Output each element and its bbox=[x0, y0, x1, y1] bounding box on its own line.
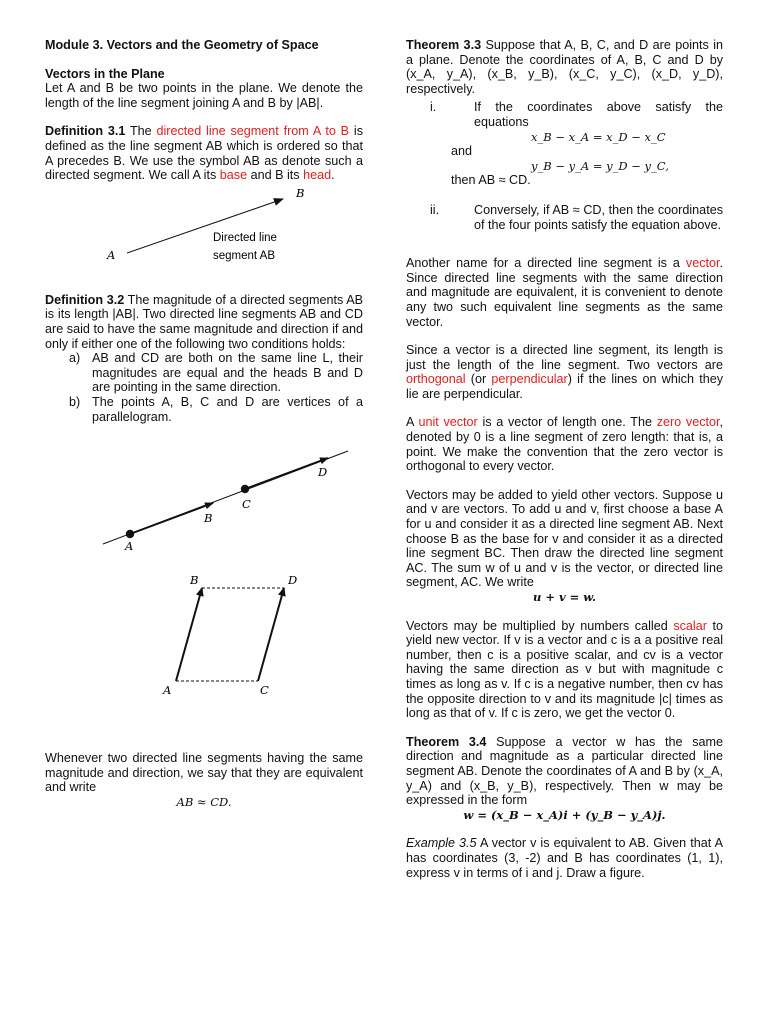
theorem-3-4 bbox=[406, 735, 723, 808]
orthogonal-paragraph bbox=[406, 343, 723, 401]
orthogonal-or: (or bbox=[470, 372, 487, 387]
term-head: head bbox=[303, 168, 332, 183]
definition-3-2-text: The magnitude of a directed segments AB is its length |AB|. Two directed line segments AB and CD are said to have the same magnitude and direction if and only if either one of the following two conditions holds: bbox=[45, 292, 363, 351]
fig1-caption-1: Directed line bbox=[213, 231, 277, 244]
term-orthogonal: orthogonal bbox=[406, 372, 466, 387]
fig2-label-b: B bbox=[204, 511, 213, 526]
theorem-3-3-label: Theorem 3.3 bbox=[406, 38, 482, 52]
term-unit-vector: unit vector bbox=[418, 415, 478, 430]
fig2-label-c: C bbox=[242, 497, 251, 512]
collinear-segments-figure bbox=[45, 446, 363, 556]
example-3-5-text: A vector v is equivalent to AB. Given that A has coordinates (3, -2) and B has coordinates (1, 1), express v in terms of i and j. Draw a figure. bbox=[406, 836, 724, 880]
addition-equation: u + v = w. bbox=[532, 590, 597, 604]
fig3-label-c: C bbox=[260, 683, 269, 698]
term-zero-vector: zero vector bbox=[656, 415, 720, 430]
fig2-label-d: D bbox=[318, 465, 328, 480]
term-base: base bbox=[219, 168, 248, 183]
example-3-5-label: Example 3.5 bbox=[406, 836, 477, 851]
vector-text-1: Another name for a directed line segment is a bbox=[406, 256, 680, 271]
left-column bbox=[45, 38, 363, 809]
orthogonal-text-1: Since a vector is a directed line segment, its length is just the length of the line segment. Two vectors are bbox=[406, 343, 723, 372]
definition-3-1-label: Definition 3.1 bbox=[45, 124, 126, 139]
point-a bbox=[126, 530, 134, 538]
then-text: then AB ≈ CD. bbox=[451, 173, 531, 188]
definition-3-1-text: is defined as the line segment AB which is ordered so that A precedes B. We use the symbol AB as denote such a directed segment. We call A its bbox=[45, 124, 363, 183]
item-ii-text: Conversely, if AB ≈ CD, then the coordinates of the four points satisfy the equation above. bbox=[474, 202, 723, 232]
orthogonal-text-2: ) if the lines on which they lie are perpendicular. bbox=[406, 372, 724, 401]
item-i-text: If the coordinates above satisfy the equations bbox=[474, 100, 723, 129]
fig2-label-a: A bbox=[125, 539, 134, 554]
vector-paragraph: Another name for a directed line segment is a vector. Since directed line segments with the same direction and magnitude are equivalent, it is convenient to denote any two such equivalent line segments as the same vector. bbox=[406, 256, 723, 329]
right-column bbox=[406, 38, 723, 880]
equivalence-text: Whenever two directed line segments having the same magnitude and direction, we say that they are equivalent and write bbox=[45, 751, 363, 795]
section-title: Vectors in the Plane bbox=[45, 66, 165, 81]
intro-paragraph: Let A and B be two points in the plane. We denote the length of the line segment joining A and B by |AB|. bbox=[45, 81, 363, 110]
and-word: and bbox=[451, 144, 473, 159]
theorem-3-4-text: Suppose a vector w has the same direction and magnitude as a particular directed line segment AB. Denote the coordinates of A and B by (x_A, y_A) and (x_B, y_B), respectively. Then w may be expressed in the form bbox=[406, 734, 723, 808]
unit-text-a: A bbox=[406, 415, 414, 430]
segment-ab-arrow bbox=[127, 199, 283, 253]
condition-a-text: AB and CD are both on the same line L, their magnitudes are equal and the heads B and D are pointing in the same direction. bbox=[92, 351, 363, 395]
item-i-label: i. bbox=[430, 100, 437, 115]
directed-segment-figure bbox=[45, 183, 363, 283]
fig1-label-a: A bbox=[107, 247, 116, 262]
definition-3-1-and: and B its bbox=[250, 168, 300, 183]
module-title: Module 3. Vectors and the Geometry of Space bbox=[45, 38, 319, 52]
unit-text-1: is a vector of length one. The bbox=[482, 415, 652, 430]
scalar-paragraph bbox=[406, 619, 723, 721]
vector-text-2: Since directed line segments with the same direction and magnitude are equivalent, it is convenient to denote any two such equivalent line segments as the same vector. bbox=[406, 270, 723, 329]
parallelogram-figure bbox=[45, 576, 363, 711]
item-i bbox=[406, 100, 723, 129]
term-scalar: scalar bbox=[673, 618, 707, 633]
example-3-5 bbox=[406, 836, 723, 880]
term-directed-line-segment: directed line segment from A to B bbox=[156, 124, 350, 139]
term-vector: vector bbox=[685, 256, 720, 271]
item-ii bbox=[406, 203, 723, 232]
condition-a-label: a) bbox=[69, 351, 81, 366]
equation-y: y_B − y_A = y_D − y_C, bbox=[531, 158, 669, 173]
segment-cd bbox=[258, 588, 284, 681]
scalar-text-1: Vectors may be multiplied by numbers called bbox=[406, 618, 668, 633]
condition-b-label: b) bbox=[69, 394, 81, 409]
unit-vector-paragraph bbox=[406, 415, 723, 473]
theorem-3-4-label: Theorem 3.4 bbox=[406, 734, 487, 749]
fig3-label-b: B bbox=[190, 576, 199, 588]
definition-3-2 bbox=[45, 293, 363, 351]
theorem-3-3-text: Suppose that A, B, C, and D are points in a plane. Denote the coordinates of A, B, C and D by (x_A, y_A), (x_B, y_B), (x_C, y_C), (x_D, y_D), respectively. bbox=[406, 38, 723, 96]
equivalence-equation: AB ≈ CD. bbox=[176, 794, 232, 809]
segment-ab bbox=[130, 503, 213, 534]
segment-cd bbox=[245, 458, 328, 489]
segment-ab bbox=[176, 588, 202, 681]
theorem-3-3 bbox=[406, 38, 723, 96]
point-c bbox=[241, 485, 249, 493]
fig1-label-b: B bbox=[296, 185, 305, 200]
fig1-caption-2: segment AB bbox=[213, 249, 276, 262]
condition-b bbox=[45, 395, 363, 424]
vector-addition-paragraph: Vectors may be added to yield other vectors. Suppose u and v are vectors. To add u and v, first choose a base A for u and consider it as a directed line segment AB. Next choose B as the base for v and consider it as a directed line segment BC. Then draw the directed line segment AC. The sum w of u and v is the vector, or directed line segment, AC. We write bbox=[406, 487, 723, 590]
fig3-label-d: D bbox=[288, 576, 298, 588]
term-perpendicular: perpendicular bbox=[491, 372, 568, 387]
item-ii-label: ii. bbox=[430, 202, 440, 217]
scalar-text-2: to yield new vector. If v is a vector and c is a a positive real number, then c is a positive scalar, and cv is a vector having the same direction as v but with magnitude c times as long as v. If c is a negative number, then cv has the opposite direction to v and its magnitude |c| times as long as that of v. If c is zero, we get the vector 0. bbox=[406, 618, 724, 721]
unit-text-2: , denoted by 0 is a line segment of zero length: that is, a point. We make the convention that the zero vector is orthogonal to every vector. bbox=[406, 415, 724, 474]
fig3-label-a: A bbox=[163, 683, 172, 698]
condition-a bbox=[45, 351, 363, 395]
condition-b-text: The points A, B, C and D are vertices of a parallelogram. bbox=[92, 394, 363, 424]
theorem-3-4-equation: w = (x_B − x_A)i + (y_B − y_A)j. bbox=[463, 807, 666, 822]
equation-x: x_B − x_A = x_D − x_C bbox=[531, 129, 666, 144]
definition-3-2-label: Definition 3.2 bbox=[45, 292, 125, 307]
definition-3-1: Definition 3.1 The directed line segment from A to B is defined as the line segment AB which is ordered so that A precedes B. We use the symbol AB as denote such a directed segment. We call A its base and B its head. bbox=[45, 124, 363, 183]
